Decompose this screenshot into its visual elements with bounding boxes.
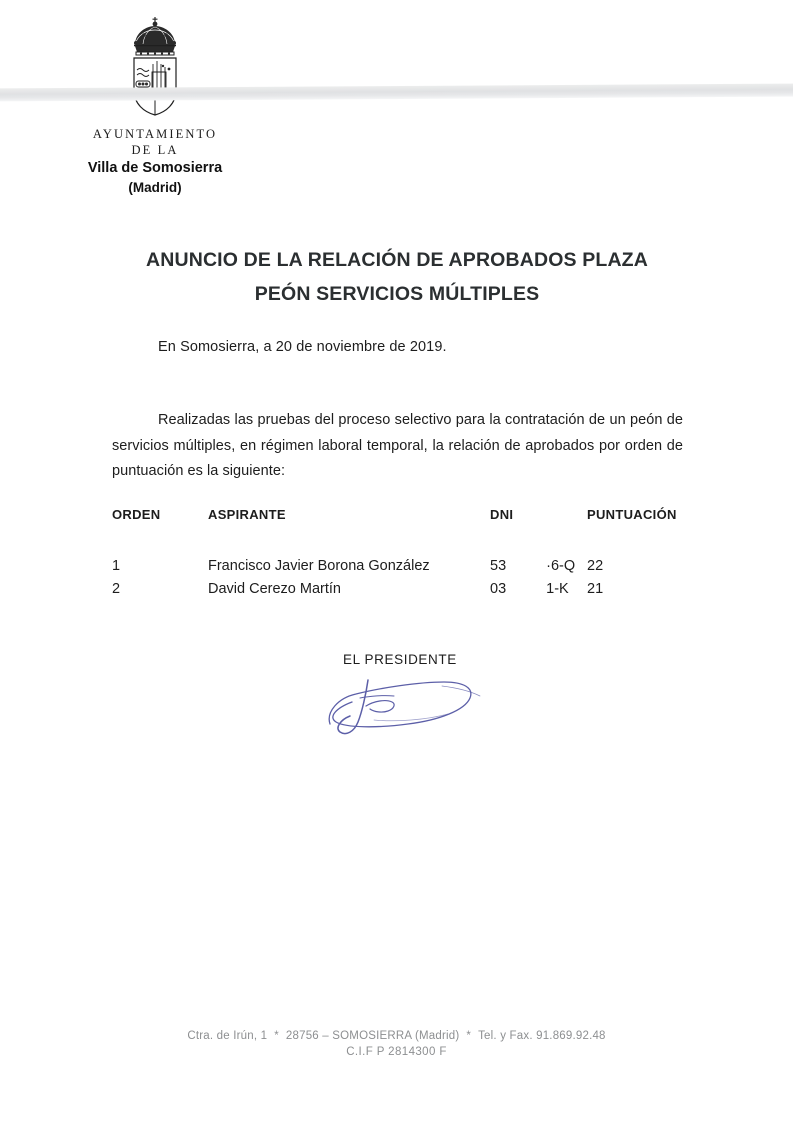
signature-label: EL PRESIDENTE <box>343 652 457 667</box>
column-header-dni: DNI <box>490 507 514 522</box>
coat-of-arms-icon <box>119 14 191 122</box>
column-header-orden: ORDEN <box>112 507 161 522</box>
column-header-aspirante: ASPIRANTE <box>208 507 286 522</box>
table-header-row <box>112 507 682 558</box>
column-header-puntuacion: PUNTUACIÓN <box>587 507 677 522</box>
cell-dni <box>490 558 587 581</box>
letterhead-line-provincia: (Madrid) <box>128 180 182 195</box>
cell-aspirante: Francisco Javier Borona González <box>208 558 430 574</box>
cell-puntuacion: 21 <box>587 581 604 597</box>
cell-dni <box>490 581 587 604</box>
results-table <box>112 507 682 604</box>
footer-address: Ctra. de Irún, 1 <box>187 1030 268 1042</box>
letterhead-line-ayuntamiento: AYUNTAMIENTO <box>92 127 218 141</box>
dni-prefix: 53 <box>490 558 507 574</box>
dni-prefix: 03 <box>490 581 507 597</box>
footer-separator-2: * <box>466 1030 472 1042</box>
letterhead <box>0 14 310 197</box>
date-line: En Somosierra, a 20 de noviembre de 2019. <box>158 339 447 355</box>
table-row <box>112 581 682 604</box>
table-row <box>112 558 682 581</box>
page-footer <box>0 1028 793 1060</box>
letterhead-line-de-la: DE LA <box>131 143 179 157</box>
cell-aspirante: David Cerezo Martín <box>208 581 341 597</box>
dni-suffix: ·6-Q <box>546 558 576 574</box>
page-title-line-1: ANUNCIO DE LA RELACIÓN DE APROBADOS PLAZA <box>146 249 648 271</box>
page-title-line-2: PEÓN SERVICIOS MÚLTIPLES <box>254 283 540 305</box>
cell-puntuacion: 22 <box>587 558 604 574</box>
footer-separator-1: * <box>274 1030 279 1042</box>
body-paragraph: Realizadas las pruebas del proceso selectivo para la contratación de un peón de servicios múltiples, en régimen laboral temporal, la relación de aprobados por orden de puntuación es la siguiente: <box>112 412 683 479</box>
letterhead-line-villa: Villa de Somosierra <box>87 160 223 176</box>
footer-phone: Tel. y Fax. 91.869.92.48 <box>478 1030 606 1042</box>
cell-orden: 2 <box>112 581 121 597</box>
dni-suffix: 1-K <box>546 581 569 597</box>
handwritten-signature-icon <box>322 668 490 748</box>
footer-locality: 28756 – SOMOSIERRA (Madrid) <box>285 1030 460 1042</box>
page-title <box>112 243 682 311</box>
footer-cif: C.I.F P 2814300 F <box>346 1046 447 1058</box>
cell-orden: 1 <box>112 558 121 574</box>
footer-line-1 <box>0 1028 793 1044</box>
